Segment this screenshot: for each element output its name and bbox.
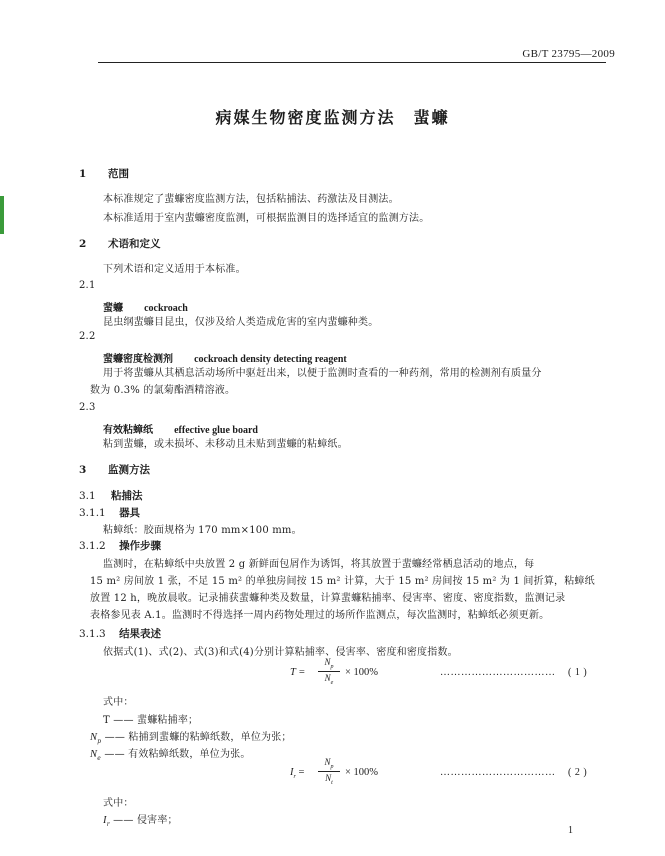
section-number: 3.1.3: [79, 628, 106, 640]
equation-rhs: × 100%: [345, 767, 379, 778]
fraction-bar: [318, 671, 340, 672]
paragraph-line: 表格参见表 A.1。监测时不得选择一周内药物处理过的场所作监测点，每次监测时，粘蟑纸必须更新。: [90, 610, 550, 621]
paragraph-line: 放置 12 h，晚放晨收。记录捕获蜚蠊种类及数量，计算蜚蠊粘捕率、侵害率、密度、密度指数，监测记录: [90, 593, 566, 604]
equation-leader-dots: ……………………………: [440, 767, 556, 778]
equation-leader-dots: ……………………………: [440, 667, 556, 678]
variable-definition: T —— 蜚蠊粘捕率；: [103, 715, 199, 726]
fraction-denominator: $N_e$: [324, 673, 334, 686]
equation-lhs: $I_r$ =: [290, 767, 305, 781]
paragraph-line: 15 m² 房间放 1 张，不足 15 m² 的单独房间按 15 m² 计算，大于 15 m² 房间按 15 m² 为 1 间折算，粘蟑纸: [90, 576, 595, 587]
equation-rhs: × 100%: [345, 667, 379, 678]
term-definition: 数为 0.3% 的氯菊酯酒精溶液。: [90, 385, 236, 396]
term-zh: 蜚蠊: [103, 303, 123, 314]
paragraph: 依据式(1)、式(2)、式(3)和式(4)分别计算粘捕率、侵害率、密度和密度指数。: [103, 647, 458, 658]
term-en: cockroach: [144, 303, 188, 314]
term-zh: 蜚蠊密度检测剂: [103, 354, 173, 365]
fraction-numerator: $N_p$: [324, 657, 334, 670]
section-number: 1: [79, 168, 87, 180]
section-title: 监测方法: [107, 464, 150, 476]
section-number: 3.1.2: [79, 540, 106, 552]
term-zh: 有效粘蟑纸: [103, 425, 153, 436]
fraction-bar: [318, 771, 340, 772]
subsection-3-1-1-heading: [79, 505, 140, 520]
paragraph: 下列术语和定义适用于本标准。: [103, 264, 246, 275]
equation-label: ( 2 ): [568, 767, 588, 778]
clause-number: 2.3: [79, 402, 96, 413]
section-number: 3: [79, 464, 87, 476]
paragraph-line: 监测时，在粘蟑纸中央放置 2 g 新鲜面包屑作为诱饵，将其放置于蜚蠊经常栖息活动的地点，每: [103, 559, 535, 570]
scan-margin-mark: [0, 196, 4, 234]
section-title: 术语和定义: [107, 238, 161, 250]
page-number: 1: [568, 825, 573, 836]
paragraph: 粘蟑纸：胶面规格为 170 mm×100 mm。: [103, 525, 302, 536]
section-2-heading: [79, 236, 160, 251]
header-rule: [98, 62, 606, 63]
paragraph: 本标准规定了蜚蠊密度监测方法，包括粘捕法、药激法及目测法。: [103, 194, 399, 205]
standard-number: GB/T 23795—2009: [522, 48, 615, 60]
section-3-heading: [79, 462, 150, 477]
fraction-denominator: $N_t$: [325, 773, 333, 786]
term-definition: 粘到蜚蠊，或未损坏、未移动且未贴到蜚蠊的粘蟑纸。: [103, 439, 348, 450]
where-label: 式中：: [103, 697, 134, 708]
clause-number: 2.2: [79, 331, 96, 342]
variable-definition: $N_p$ —— 粘捕到蜚蠊的粘蟑纸数，单位为张；: [90, 732, 292, 745]
section-1-heading: [79, 166, 129, 181]
subsection-3-1-heading: [79, 488, 143, 503]
equation-label: ( 1 ): [568, 667, 588, 678]
section-number: 3.1: [79, 490, 96, 502]
term-definition: 昆虫纲蜚蠊目昆虫，仅涉及给人类造成危害的室内蜚蠊种类。: [103, 317, 379, 328]
section-title: 操作步骤: [119, 540, 162, 552]
section-title: 器具: [119, 507, 141, 519]
section-title: 粘捕法: [111, 490, 143, 502]
section-number: 2: [79, 238, 87, 250]
section-number: 3.1.1: [79, 507, 106, 519]
variable-definition: $N_e$ —— 有效粘蟑纸数，单位为张。: [90, 749, 251, 762]
clause-number: 2.1: [79, 280, 96, 291]
variable-definition: $I_r$ —— 侵害率；: [103, 815, 178, 828]
where-label: 式中：: [103, 798, 134, 809]
document-title: 病媒生物密度监测方法 蜚蠊: [215, 108, 450, 127]
fraction-numerator: $N_p$: [324, 757, 334, 770]
term-definition: 用于将蜚蠊从其栖息活动场所中驱赶出来，以便于监测时查看的一种药剂，常用的检测剂有质量分: [103, 368, 542, 379]
subsection-3-1-3-heading: [79, 626, 161, 641]
section-title: 范围: [107, 168, 129, 180]
term-en: cockroach density detecting reagent: [194, 354, 347, 365]
equation-lhs: T =: [290, 667, 306, 678]
term-en: effective glue board: [174, 425, 258, 436]
subsection-3-1-2-heading: [79, 538, 161, 553]
paragraph: 本标准适用于室内蜚蠊密度监测，可根据监测目的选择适宜的监测方法。: [103, 213, 430, 224]
section-title: 结果表述: [119, 628, 162, 640]
